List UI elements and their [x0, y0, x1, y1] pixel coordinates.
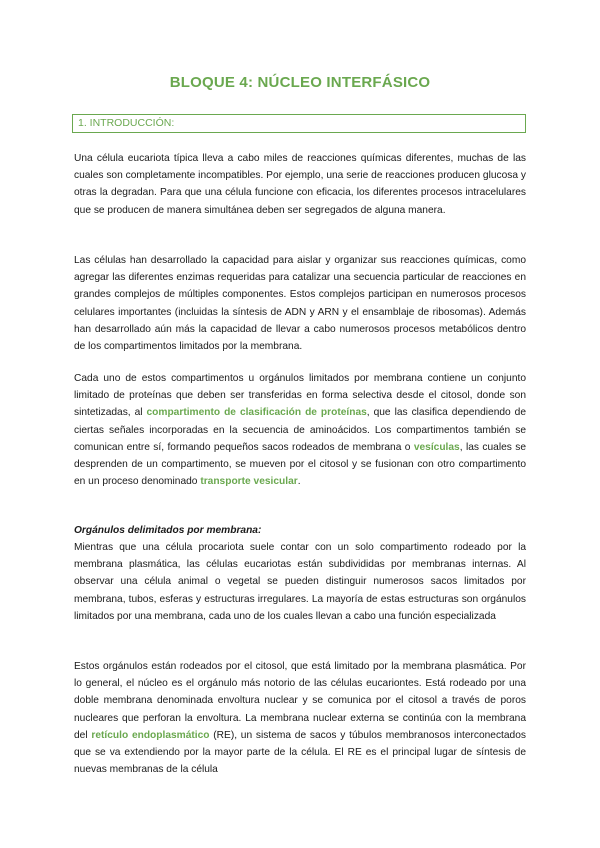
subheading-organelles: Orgánulos delimitados por membrana:: [74, 525, 262, 536]
p5-text-b: (RE), un sistema de sacos y túbulos membranosos interconectados que se va extendiendo por la mayor parte de la célula. El RE es el principal lugar de síntesis de nuevas membranas de la célula: [74, 729, 526, 776]
term-vesicles: vesículas: [413, 441, 460, 453]
section-heading: 1. INTRODUCCIÓN:: [78, 117, 175, 129]
section-heading-box: [72, 114, 526, 133]
page-title: BLOQUE 4: NÚCLEO INTERFÁSICO: [169, 74, 431, 91]
p3-text-c: , las cuales se desprenden de un compartimento, se mueven por el citosol y se fusionan con otro compartimento en un proceso denominado: [74, 441, 526, 488]
term-protein-sorting-compartment: compartimento de clasificación de proteínas: [146, 407, 367, 419]
term-vesicular-transport: transporte vesicular: [200, 476, 298, 488]
p3-text-a: Cada uno de estos compartimentos u orgánulos limitados por membrana contiene un conjunto limitado de proteínas que deben ser transferidas en forma selectiva desde el citosol, donde son sintetizadas, al: [74, 373, 526, 419]
p3-text-b: , que las clasifica dependiendo de ciertas señales incorporadas en la secuencia de aminoácidos. Los compartimentos también se comunican entre sí, formando pequeños sacos rodeados de membrana o: [74, 407, 527, 453]
term-endoplasmic-reticulum: retículo endoplasmático: [91, 729, 210, 741]
paragraph-5: [74, 658, 526, 778]
paragraph-1: Una célula eucariota típica lleva a cabo miles de reacciones químicas diferentes, muchas de las cuales son completamente incompatibles. Por ejemplo, una serie de reacciones producen glucosa y otras la degradan. Para que una célula funcione con eficacia, los diferentes procesos intracelulares que se producen de manera simultánea deben ser segregados de alguna manera.: [74, 153, 526, 216]
paragraph-2: Las células han desarrollado la capacidad para aislar y organizar sus reacciones químicas, como agregar las diferentes enzimas requeridas para catalizar una secuencia particular de reacciones en grandes complejos de múltiples componentes. Estos complejos participan en numerosos procesos celulares importantes (incluidas la síntesis de ADN y ARN y el ensamblaje de ribosomas). Además han desarrollado aún más la capacidad de llevar a cabo numerosos procesos metabólicos dentro de los compartimentos limitados por la membrana.: [74, 255, 526, 353]
p3-text-d: .: [297, 476, 301, 488]
paragraph-3: [74, 370, 526, 490]
p5-text-a: Estos orgánulos están rodeados por el citosol, que está limitado por la membrana plasmática. Por lo general, el núcleo es el orgánulo más notorio de las células eucariontes. Está rodeado por una doble membrana denominada envoltura nuclear y se comunica por el citosol a través de poros nucleares que perforan la envoltura. La membrana nuclear externa se continúa con la membrana del: [74, 661, 526, 741]
paragraph-4: Mientras que una célula procariota suele contar con un solo compartimento rodeado por la membrana plasmática, las células eucariotas están subdivididas por membranas internas. Al observar una célula animal o vegetal se pueden distinguir numerosos sacos limitados por membrana, tubos, esferas y estructuras irregulares. La mayoría de estas estructuras son orgánulos limitados por una membrana, cada uno de los cuales llevan a cabo una función especializada: [74, 542, 526, 622]
